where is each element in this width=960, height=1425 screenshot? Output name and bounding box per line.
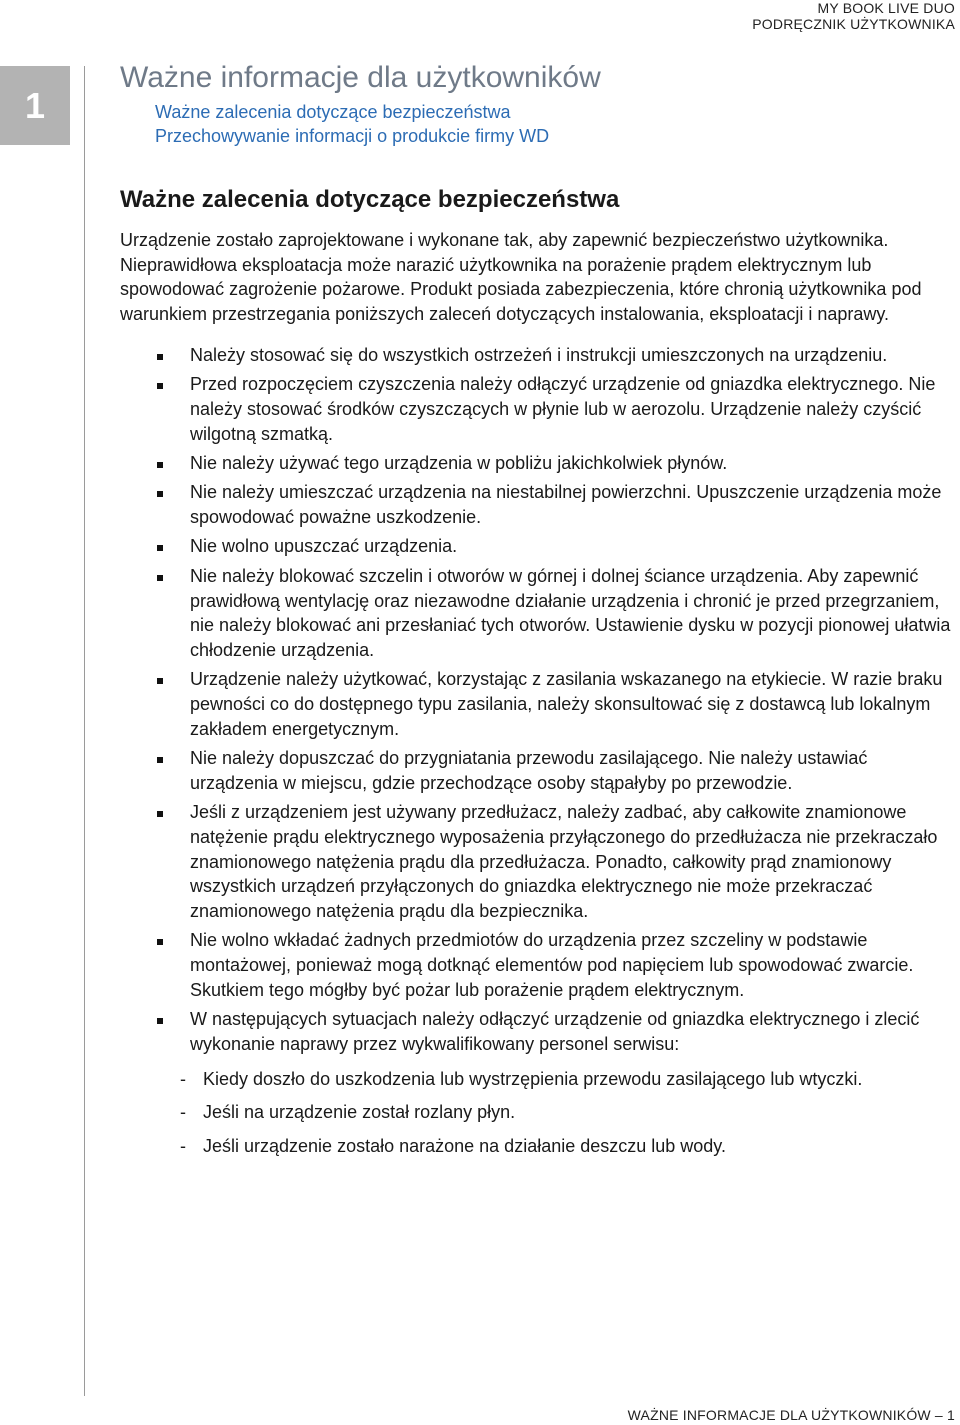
dash-marker: - [180, 1068, 186, 1089]
chapter-toc [155, 100, 960, 148]
list-item [120, 564, 960, 663]
bullet-icon [157, 1018, 163, 1024]
service-conditions-list [120, 1067, 960, 1159]
sub-list-item-text: Jeśli urządzenie zostało narażone na działanie deszczu lub wody. [203, 1136, 726, 1157]
page-footer: WAŻNE INFORMACJE DLA UŻYTKOWNIKÓW – 1 [627, 1407, 955, 1423]
bullet-icon [157, 678, 163, 684]
sub-list-item [120, 1134, 960, 1159]
dash-marker: - [180, 1102, 186, 1123]
sub-list-item-text: Jeśli na urządzenie został rozlany płyn. [203, 1102, 516, 1123]
list-item [120, 746, 960, 795]
bullet-icon [157, 575, 163, 581]
list-item [120, 480, 960, 529]
header-manual: PODRĘCZNIK UŻYTKOWNIKA [752, 16, 955, 32]
list-item [120, 534, 960, 559]
header-product: MY BOOK LIVE DUO [817, 0, 955, 16]
bullet-icon [157, 545, 163, 551]
list-item [120, 667, 960, 741]
page-content [120, 56, 960, 1168]
toc-link-safety[interactable]: Ważne zalecenia dotyczące bezpieczeństwa [155, 102, 511, 122]
list-item-text: Nie należy umieszczać urządzenia na niestabilnej powierzchni. Upuszczenie urządzenia może spowodować poważne uszkodzenie. [190, 482, 942, 528]
list-item-text: Nie wolno wkładać żadnych przedmiotów do urządzenia przez szczeliny w podstawie montażowej, ponieważ mogą dotknąć elementów pod napięciem lub spowodować zwarcie. Skutkiem tego mógłby być pożar lub porażenie prądem elektrycznym. [190, 930, 914, 1000]
bullet-icon [157, 757, 163, 763]
margin-divider [84, 66, 85, 1396]
intro-paragraph: Urządzenie zostało zaprojektowane i wykonane tak, aby zapewnić bezpieczeństwo użytkownika. Nieprawidłowa eksploatacja może narazić użytkownika na porażenie prądem elektrycznym lub spowodować zagrożenie pożarowe. Produkt posiada zabezpieczenia, które chronią użytkownika pod warunkiem przestrzegania poniższych zaleceń dotyczących instalowania, eksploatacji i naprawy. [120, 230, 922, 325]
list-item [120, 343, 960, 368]
chapter-number: 1 [24, 84, 46, 126]
bullet-icon [157, 811, 163, 817]
toc-item [155, 100, 960, 124]
bullet-icon [157, 491, 163, 497]
list-item [120, 928, 960, 1002]
list-item-text: Nie wolno upuszczać urządzenia. [190, 536, 458, 557]
running-header [752, 0, 955, 32]
list-item-text: Należy stosować się do wszystkich ostrzeżeń i instrukcji umieszczonych na urządzeniu. [190, 344, 888, 365]
toc-item [155, 124, 960, 148]
list-item-text: Nie należy blokować szczelin i otworów w górnej i dolnej ściance urządzenia. Aby zapewnić prawidłową wentylację oraz niezawodne działanie urządzenia i chronić je przed przegrzaniem, nie należy blokować ani przesłaniać tych otworów. Ustawienie dysku w pozycji pionowej ułatwia chłodzenie urządzenia. [190, 565, 951, 660]
bullet-icon [157, 354, 163, 360]
list-item-text: Nie należy używać tego urządzenia w pobliżu jakichkolwiek płynów. [190, 453, 728, 473]
bullet-icon [157, 383, 163, 389]
list-item [120, 800, 960, 924]
list-item [120, 1007, 960, 1056]
list-item-text: W następujących sytuacjach należy odłączyć urządzenie od gniazdka elektrycznego i zlecić wykonanie naprawy przez wykwalifikowany personel serwisu: [190, 1009, 920, 1054]
sub-list-item [120, 1067, 960, 1092]
sub-list-item [120, 1100, 960, 1125]
list-item [120, 372, 960, 446]
toc-link-product-info[interactable]: Przechowywanie informacji o produkcie firmy WD [155, 126, 550, 146]
bullet-icon [157, 939, 163, 945]
bullet-icon [157, 462, 163, 468]
chapter-title: Ważne informacje dla użytkowników [120, 61, 601, 94]
dash-marker: - [180, 1136, 186, 1157]
section-title: Ważne zalecenia dotyczące bezpieczeństwa [120, 186, 620, 213]
chapter-number-box [0, 66, 70, 145]
safety-rules-list [120, 343, 960, 1057]
list-item-text: Urządzenie należy użytkować, korzystając z zasilania wskazanego na etykiecie. W razie braku pewności co do dostępnego typu zasilania, należy skonsultować się z dostawcą lub lokalnym zakładem energetycznym. [190, 669, 943, 739]
list-item-text: Jeśli z urządzeniem jest używany przedłużacz, należy zadbać, aby całkowite znamionowe natężenie prądu elektrycznego wyposażenia przyłączonego do przedłużacza nie przekraczało znamionowego natężenia prądu dla przedłużacza. Ponadto, całkowity prąd znamionowy wszystkich urządzeń przyłączonych do gniazdka elektrycznego nie może przekraczać znamionowego natężenia prądu dla bezpiecznika. [190, 802, 938, 922]
sub-list-item-text: Kiedy doszło do uszkodzenia lub wystrzępienia przewodu zasilającego lub wtyczki. [203, 1068, 863, 1089]
list-item-text: Nie należy dopuszczać do przygniatania przewodu zasilającego. Nie należy ustawiać urządzenia w miejscu, gdzie przechodzące osoby stąpałyby po przewodzie. [190, 748, 868, 793]
list-item [120, 451, 960, 476]
list-item-text: Przed rozpoczęciem czyszczenia należy odłączyć urządzenie od gniazdka elektrycznego. Nie należy stosować środków czyszczących w płynie lub w aerozolu. Urządzenie należy czyścić wilgotną szmatką. [190, 374, 936, 444]
